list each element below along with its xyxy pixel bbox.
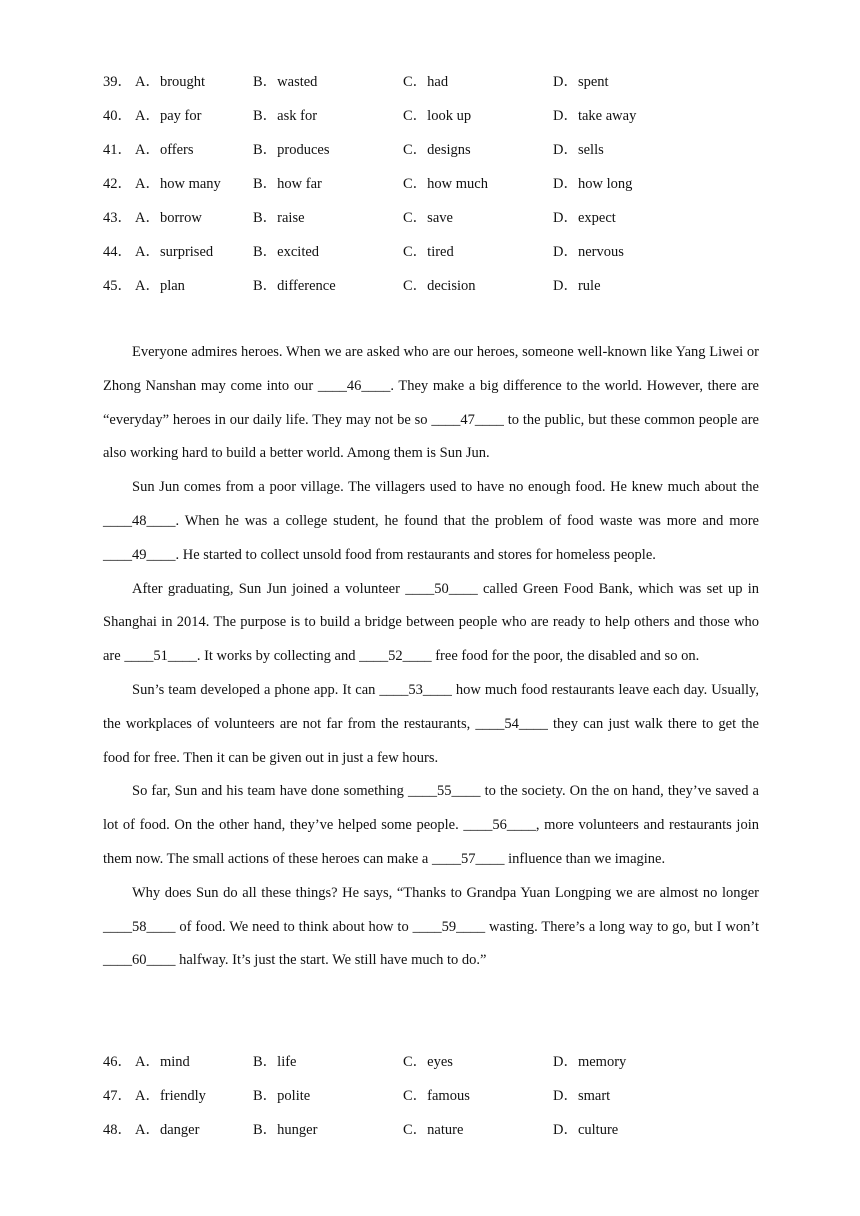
question-40-options xyxy=(103,99,783,133)
question-number: 47． xyxy=(103,1088,132,1104)
option-c: C．had xyxy=(403,74,449,90)
options-list-46-48 xyxy=(103,1045,783,1147)
option-a: A．friendly xyxy=(135,1088,206,1104)
option-c: C．nature xyxy=(403,1122,464,1138)
option-b: B．life xyxy=(253,1054,297,1070)
option-d: D．how long xyxy=(553,176,633,192)
question-41-options xyxy=(103,133,783,167)
passage-paragraph: Everyone admires heroes. When we are asked who are our heroes, someone well-known like Yang Liwei or Zhong Nanshan may come into our ____46____. They make a big difference to the world. However, there are “everyday” heroes in our daily life. They may not be so ____47____ to the public, but these common people are also working hard to build a better world. Among them is Sun Jun. xyxy=(103,344,759,462)
passage-paragraph: Sun Jun comes from a poor village. The villagers used to have no enough food. He knew much about the ____48____. When he was a college student, he found that the problem of food waste was more and more ____49____. He started to collect unsold food from restaurants and stores for homeless people. xyxy=(103,479,759,563)
question-number: 42． xyxy=(103,176,132,192)
question-44-options xyxy=(103,235,783,269)
passage-paragraph: So far, Sun and his team have done something ____55____ to the society. On the on hand, they’ve saved a lot of food. On the other hand, they’ve helped some people. ____56____, more volunteers and restaurants join them now. The small actions of these heroes can make a ____57____ influence than we imagine. xyxy=(103,783,759,867)
question-number: 48． xyxy=(103,1122,132,1138)
question-39-options xyxy=(103,65,783,99)
option-d: D．culture xyxy=(553,1122,619,1138)
question-number: 41． xyxy=(103,142,132,158)
option-b: B．how far xyxy=(253,176,322,192)
option-b: B．ask for xyxy=(253,108,318,124)
option-c: C．designs xyxy=(403,142,471,158)
option-a: A．how many xyxy=(135,176,221,192)
option-d: D．expect xyxy=(553,210,616,226)
option-c: C．save xyxy=(403,210,453,226)
option-d: D．memory xyxy=(553,1054,627,1070)
option-d: D．nervous xyxy=(553,244,624,260)
question-46-options xyxy=(103,1045,783,1079)
option-a: A．danger xyxy=(135,1122,200,1138)
option-a: A．brought xyxy=(135,74,206,90)
option-b: B．polite xyxy=(253,1088,311,1104)
option-d: D．sells xyxy=(553,142,604,158)
question-number: 40． xyxy=(103,108,132,124)
option-c: C．how much xyxy=(403,176,488,192)
option-a: A．surprised xyxy=(135,244,214,260)
option-a: A．pay for xyxy=(135,108,202,124)
question-42-options xyxy=(103,167,783,201)
option-c: C．eyes xyxy=(403,1054,453,1070)
passage-paragraph: Sun’s team developed a phone app. It can ____53____ how much food restaurants leave each day. Usually, the workplaces of volunteers are not far from the restaurants, ____54____ they can just walk there to get the food for free. Then it can be given out in just a few hours. xyxy=(103,681,759,766)
passage-paragraph: Why does Sun do all these things? He says, “Thanks to Grandpa Yuan Longping we are almost no longer ____58____ of food. We need to think about how to ____59____ wasting. There’s a long way to go, but I won’t ____60____ halfway. It’s just the start. We still have much to do.” xyxy=(103,884,759,969)
option-d: D．rule xyxy=(553,278,601,294)
option-b: B．difference xyxy=(253,278,336,294)
option-a: A．plan xyxy=(135,278,185,294)
option-c: C．tired xyxy=(403,244,454,260)
option-c: C．look up xyxy=(403,108,472,124)
option-d: D．take away xyxy=(553,108,637,124)
option-b: B．produces xyxy=(253,142,330,158)
option-c: C．decision xyxy=(403,278,476,294)
question-43-options xyxy=(103,201,783,235)
option-b: B．wasted xyxy=(253,74,318,90)
passage-paragraph: After graduating, Sun Jun joined a volunteer ____50____ called Green Food Bank, which was set up in Shanghai in 2014. The purpose is to build a bridge between people who are ready to help others and those who are ____51____. It works by collecting and ____52____ free food for the poor, the disabled and so on. xyxy=(103,580,759,665)
option-b: B．raise xyxy=(253,210,305,226)
option-a: A．borrow xyxy=(135,210,202,226)
question-number: 39． xyxy=(103,74,132,90)
question-number: 44． xyxy=(103,244,132,260)
option-b: B．excited xyxy=(253,244,320,260)
question-number: 46． xyxy=(103,1054,132,1070)
option-a: A．offers xyxy=(135,142,194,158)
question-45-options xyxy=(103,269,783,303)
question-47-options xyxy=(103,1079,783,1113)
question-48-options xyxy=(103,1113,783,1147)
question-number: 43． xyxy=(103,210,132,226)
cloze-passage xyxy=(103,336,759,978)
question-number: 45． xyxy=(103,278,132,294)
options-list-39-45 xyxy=(103,65,783,303)
option-a: A．mind xyxy=(135,1054,190,1070)
option-c: C．famous xyxy=(403,1088,470,1104)
option-d: D．spent xyxy=(553,74,609,90)
option-b: B．hunger xyxy=(253,1122,318,1138)
option-d: D．smart xyxy=(553,1088,611,1104)
